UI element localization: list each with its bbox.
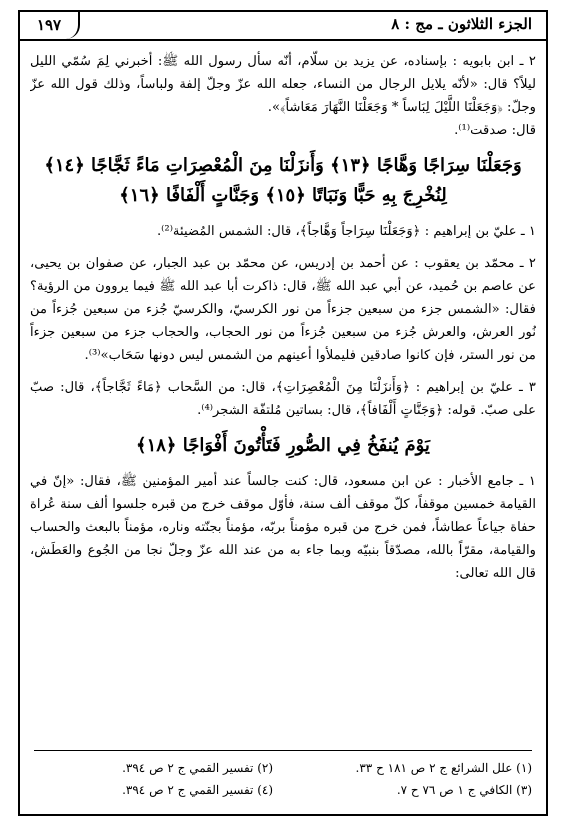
footnote-4: (٤) تفسير القمي ج ٢ ص ٣٩٤.	[122, 783, 274, 797]
page-frame	[18, 10, 548, 816]
footnote-3: (٣) الكافي ج ١ ص ٧٦ ح ٧.	[396, 783, 532, 797]
footnotes	[34, 750, 532, 806]
footnote-1: (١) علل الشرائع ج ٢ ص ١٨١ ح ٣٣.	[355, 761, 532, 775]
main-text	[30, 50, 536, 745]
hadith-ibn-babawayh: ٢ ـ ابن بابويه : بإسناده، عن يزيد بن سلّام، أنّه سأل رسول الله ﷺ: أخبرني لِمَ سُمّي الليل ليلاً؟ قال: «لأنّه يلايل الرجال من النساء، جعله الله عزّ وجلّ إلفة ولباساً، وذلك قول الله عزّ وجلّ: ﴿وَجَعَلْنَا اللَّيْلَ لِبَاساً * وَجَعَلْنَا النَّهَارَ مَعَاشاً﴾».	[30, 54, 536, 115]
hadith-ali-ibrahim-1: ١ ـ عليّ بن إبراهيم : ﴿وَجَعَلْنَا سِرَاجاً وَهَّاجاً﴾، قال: الشمس المُضيئة⁽²⁾.	[156, 224, 536, 239]
running-title: الجزء الثلاثون ـ مج : ٨	[391, 15, 532, 33]
footnotes-right-column	[293, 757, 532, 801]
hadith-jami-akhbar-1: ١ ـ جامع الأخبار : عن ابن مسعود، قال: كنت جالساً عند أمير المؤمنين ﷺ، فقال: «إنّ في القيامة خمسين موقفاً، كلّ موقف ألف سنة، فأوّل موقف خرج من قبره جلسوا ألف سنة عُراة حفاة جياعاً عطاشاً، فمن خرج من قبره مؤمناً بربّه، مؤمناً بجنّته وناره، مؤمناً بالبعث والحساب والقيامة، مقرّاً بالله، مصدّقاً بنبيّه وبما جاء به من عند الله عزّ وجلّ نجا من الجُوع والعَطَش، قال الله تعالى:	[30, 474, 536, 581]
hadith-ali-ibrahim-3: ٣ ـ عليّ بن إبراهيم : ﴿وَأَنزَلْنَا مِنَ الْمُعْصِرَاتِ﴾، قال: من السَّحاب ﴿مَاءً ثَجَّاجاً﴾، قال: صبّ على صبّ. قوله: ﴿وَجَنَّاتٍ أَلْفَافاً﴾، قال: بساتين مُلتفّة الشجر⁽⁴⁾.	[30, 380, 536, 418]
hadith-ibn-babawayh-end: قال: صدقت⁽¹⁾.	[454, 123, 536, 138]
page-number: ١٩٧	[20, 12, 80, 39]
page-header	[20, 12, 546, 41]
quran-verse-18: يَوْمَ يُنفَخُ فِي الصُّورِ فَتَأْتُونَ أَفْوَاجًا ﴿١٨﴾	[136, 435, 430, 456]
footnotes-left-column	[34, 757, 273, 801]
footnote-2: (٢) تفسير القمي ج ٢ ص ٣٩٤.	[122, 761, 274, 775]
hadith-muhammad-yaqub-2: ٢ ـ محمّد بن يعقوب : عن أحمد بن إدريس، عن محمّد بن عبد الجبار، عن صفوان بن يحيى، عن عاصم بن حُميد، عن أبي عبد الله ﷺ، قال: ذاكرت أبا عبد الله ﷺ فيما يروون من الرؤية؟ فقال: «الشمس جزء من سبعين جزءاً من نور الكرسيّ، والكرسيّ جُزء من سبعين جُزءاً من نُور العرش، والعرش جُزء من سبعين جُزءاً من نور الحجاب، والحجاب جزء من سبعين جزءاً من نور الستر، فإن كانوا صادقين فليملأوا أعينهم من الشمس ليس دونها سَحَاب»⁽³⁾.	[30, 256, 536, 363]
quran-verse-13-16: وَجَعَلْنَا سِرَاجًا وَهَّاجًا ﴿١٣﴾ وَأَنزَلْنَا مِنَ الْمُعْصِرَاتِ مَاءً ثَجَّاجًا ﴿١٤﴾ لِنُخْرِجَ بِهِ حَبًّا وَنَبَاتًا ﴿١٥﴾ وَجَنَّاتٍ أَلْفَافًا ﴿١٦﴾	[44, 155, 522, 206]
